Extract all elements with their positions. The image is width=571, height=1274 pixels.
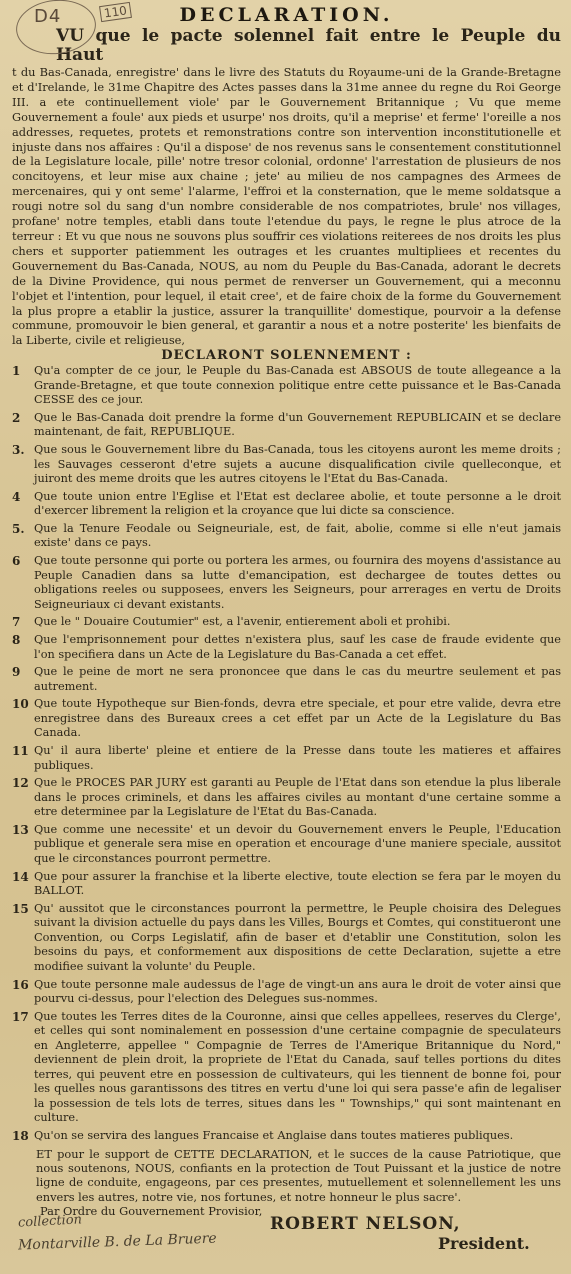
article-text: Que toute personne male audessus de l'age de vingt-un ans aura le droit de voter ainsi que pourvu ci-dessus, pour l'election des Delegues sus-nommes. bbox=[34, 977, 561, 1006]
signer-role: President. bbox=[438, 1234, 530, 1254]
article-number: 1 bbox=[12, 364, 21, 379]
article-number: 10 bbox=[12, 697, 29, 712]
article-text: Que le peine de mort ne sera prononcee que dans le cas du meurtre seulement et pas autrement. bbox=[34, 665, 561, 693]
articles-list bbox=[12, 364, 561, 1143]
article-text: Que toutes les Terres dites de la Couronne, ainsi que celles appellees, reserves du Clerge', et celles qui sont nominalement en possession d'une certaine compagnie de speculateurs en Angleterre, appellee " Compagnie de Terres de l'Amerique Britannique du Nord," deviennent de plein droit, la propriete de l'Etat du Canada, sauf telles portions du dites terres, qui peuvent etre en possession de cultivateurs, qui les tiennent de bonne foi, pour les quelles nous garantissons des titres en vertu d'une loi qui sera passe'e afin de legaliser la possession de tels lots de terres, situes dans les " Townships," qui sont maintenant en culture. bbox=[34, 1009, 561, 1125]
article-number: 6 bbox=[12, 554, 21, 569]
stamp-code: D4 bbox=[34, 6, 62, 27]
article-text: Qu'a compter de ce jour, le Peuple du Bas-Canada est ABSOUS de toute allegeance a la Grande-Bretagne, et que toute connexion politique entre cette puissance et le Bas-Canada CESSE des ce jour. bbox=[34, 364, 561, 407]
article-item bbox=[12, 554, 561, 612]
declaration-heading: DECLARONT SOLENNEMENT : bbox=[161, 348, 412, 364]
article-number: 8 bbox=[12, 633, 21, 648]
article-text: Que le " Douaire Coutumier" est, a l'avenir, entierement aboli et prohibi. bbox=[34, 615, 451, 629]
article-number: 5. bbox=[12, 521, 25, 536]
article-text: Que le PROCES PAR JURY est garanti au Peuple de l'Etat dans son etendue la plus liberale dans le proces criminels, et dans les affaires civiles au montant d'une certaine somme a etre determinee par la Legislature de l'Etat du Bas-Canada. bbox=[34, 776, 561, 819]
article-number: 12 bbox=[12, 776, 29, 791]
article-text: Que sous le Gouvernement libre du Bas-Canada, tous les citoyens auront les meme droits ; les Sauvages cesseront d'etre sujets a aucune disqualification civile quelleconque, et juiront des meme droits que les autres citoyens le l'Etat du Bas-Canada. bbox=[34, 443, 561, 486]
article-item bbox=[12, 490, 561, 519]
article-item bbox=[12, 443, 561, 487]
article-item bbox=[12, 978, 561, 1007]
article-item bbox=[12, 1010, 561, 1126]
article-text: Que la Tenure Feodale ou Seigneuriale, est, de fait, abolie, comme si elle n'eut jamais existe' dans ce pays. bbox=[34, 521, 561, 550]
article-number: 14 bbox=[12, 869, 29, 884]
signature-block bbox=[12, 1204, 561, 1264]
article-text: Qu' il aura liberte' pleine et entiere de la Presse dans toute les matieres et affaires publiques. bbox=[34, 744, 561, 772]
article-number: 11 bbox=[12, 744, 29, 759]
article-number: 18 bbox=[12, 1128, 29, 1143]
article-text: Que toute union entre l'Eglise et l'Etat est declaree abolie, et toute personne a le droit d'exercer librement la religion et la croyance que lui dicte sa conscience. bbox=[34, 489, 561, 518]
article-text: Que pour assurer la franchise et la liberte elective, toute election se fera par le moyen du BALLOT. bbox=[34, 869, 561, 898]
article-item bbox=[12, 615, 561, 630]
article-number: 7 bbox=[12, 615, 21, 630]
article-text: Que comme une necessite' et un devoir du Gouvernement envers le Peuple, l'Education publique et generale sera mise en operation et encourage d'une maniere speciale, aussitot que le circonstances pourront permettre. bbox=[34, 822, 561, 865]
article-item bbox=[12, 823, 561, 867]
preamble: t du Bas-Canada, enregistre' dans le livre des Statuts du Royaume-uni de la Grande-Bretagne et d'Irelande, le 31me Chapitre des Actes passes dans la 31me annee du regne du Roi George III. a ete continuellement viole' par le Gouvernement Britannique ; Vu que meme Gouvernement a foule' aux pieds et usurpe' nos droits, qu'il a meprise' et ferme' l'oreille a nos addresses, requetes, protets et remonstrations contre son intervention inconstitutionelle et injuste dans nos affaires : Qu'il a dispose' de nos revenus sans le consentement constitutionnel de la Legislature locale, pille' notre tresor colonial, ordonne' l'arrestation de plusieurs de nos concitoyens, et leur mise aux chaine ; jete' au milieu de nos campagnes des Armees de mercenaires, qui y ont seme' l'alarme, l'effroi et la consternation, que le meme soldatsque a rougi notre sol du sang d'un nombre considerable de nos compatriotes, brule' nos villages, profane' notre temples, etabli dans toute l'etendue du pays, le regne le plus atroce de la terreur : Et vu que nous ne souvons plus souffrir ces violations reiterees de nos droits les plus chers et supporter patiemment les outrages et les cruantes multipliees et recentes du Gouvernement du Bas-Canada, NOUS, au nom du Peuple du Bas-Canada, adorant le decrets de la Divine Providence, qui nous permet de renverser un Gouvernement, qui a meconnu l'objet et l'intention, pour lequel, il etait cree', et de faire choix de la forme du Gouvernement la plus propre a etablir la justice, assurer la tranquillite' domestique, pourvoir a la defense commune, promouvoir le bien general, et garantir a nous et a notre posterite' les bienfaits de la Liberte, civile et religieuse, bbox=[12, 65, 561, 348]
article-text: Que le Bas-Canada doit prendre la forme d'un Gouvernement REPUBLICAIN et se declare maintenant, de fait, REPUBLIQUE. bbox=[34, 410, 561, 439]
handwritten-note: Montarville B. de La Bruere bbox=[17, 1230, 217, 1254]
article-number: 3. bbox=[12, 443, 25, 458]
closing-paragraph: ET pour le support de CETTE DECLARATION, et le succes de la cause Patriotique, que nous soutenons, NOUS, confiants en la protection de Tout Puissant et la justice de notre ligne de conduite, engageons, par ces presentes, mutuellement et solennellement les uns envers les autres, notre vie, nos fortunes, et notre honneur le plus sacre'. bbox=[36, 1146, 561, 1204]
article-text: Que l'emprisonnement pour dettes n'existera plus, sauf les case de fraude evidente que l'on specifiera dans un Acte de la Legislature du Bas-Canada a cet effet. bbox=[34, 633, 561, 661]
article-number: 4 bbox=[12, 489, 21, 504]
article-item bbox=[12, 776, 561, 820]
article-number: 9 bbox=[12, 665, 21, 680]
article-item bbox=[12, 665, 561, 694]
signer-name: ROBERT NELSON, bbox=[270, 1214, 461, 1235]
article-item bbox=[12, 522, 561, 551]
article-number: 17 bbox=[12, 1009, 29, 1024]
article-item bbox=[12, 902, 561, 975]
article-item bbox=[12, 633, 561, 662]
opening-line: VU que le pacte solennel fait entre le Peuple du Haut bbox=[56, 26, 561, 65]
article-number: 15 bbox=[12, 901, 29, 916]
order-line: Par Ordre du Gouvernement Provisior, bbox=[40, 1204, 263, 1219]
stamp-number: 110 bbox=[99, 2, 132, 22]
article-item bbox=[12, 411, 561, 440]
article-number: 13 bbox=[12, 822, 29, 837]
document-title: DECLARATION. bbox=[179, 4, 394, 26]
article-item bbox=[12, 744, 561, 773]
article-number: 16 bbox=[12, 977, 29, 992]
article-item bbox=[12, 697, 561, 741]
article-number: 2 bbox=[12, 410, 21, 425]
article-text: Que toute Hypotheque sur Bien-fonds, devra etre speciale, et pour etre valide, devra etre enregistree dans des Bureaux crees a cet effet par un Acte de la Legislature du Bas Canada. bbox=[34, 697, 561, 740]
article-item bbox=[12, 870, 561, 899]
article-item bbox=[12, 1129, 561, 1144]
article-item bbox=[12, 364, 561, 408]
article-text: Que toute personne qui porte ou portera les armes, ou fournira des moyens d'assistance au Peuple Canadien dans sa lutte d'emancipation, est dechargee de toutes dettes ou obligations reeles ou supposees, envers les Seigneurs, pour arrerages en vertu de Droits Seigneuriaux ci devant existants. bbox=[34, 554, 561, 611]
article-text: Qu'on se servira des langues Francaise et Anglaise dans toutes matieres publiques. bbox=[34, 1128, 514, 1142]
article-text: Qu' aussitot que le circonstances pourront la permettre, le Peuple choisira des Delegues suivant la division actuelle du pays dans les Villes, Bourgs et Comtes, qui constitueront une Convention, ou Corps Legislatif, afin de baser et d'etablir une Constitution, solon les besoins du pays, et conformement aux dispositions de cette Declaration, sujette a etre modifiee suivant la volunte' du Peuple. bbox=[34, 901, 561, 973]
handwritten-note: collection bbox=[17, 1212, 83, 1231]
